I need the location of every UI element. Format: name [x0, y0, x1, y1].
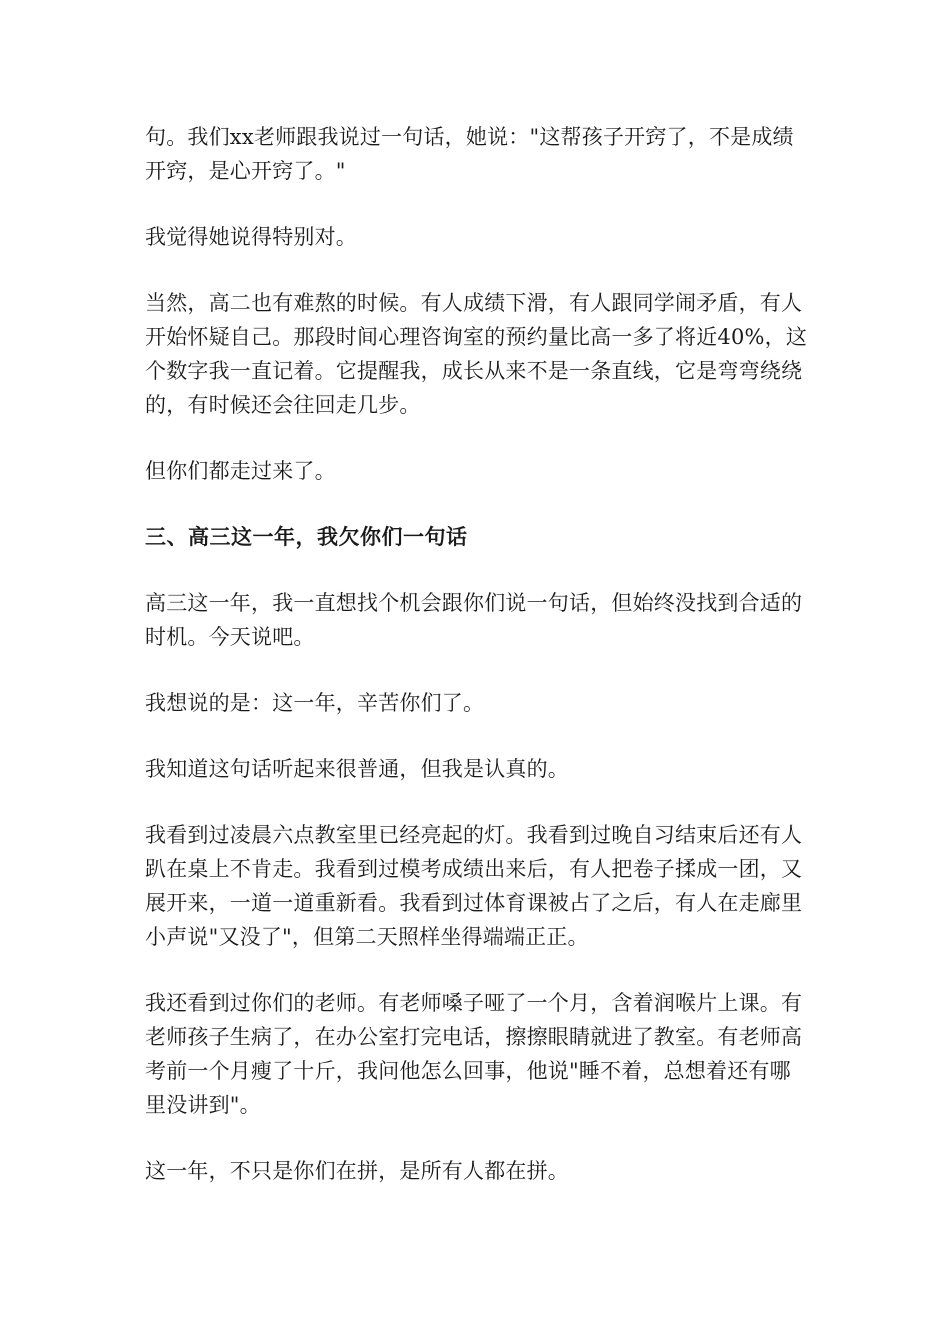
paragraph-sincere: 我知道这句话听起来很普通，但我是认真的。 — [145, 757, 569, 781]
paragraph-agreement: 我觉得她说得特别对。 — [145, 225, 357, 249]
paragraph-grade-three-intro: 高三这一年，我一直想找个机会跟你们说一句话，但始终没找到合适的时机。今天说吧。 — [145, 591, 803, 649]
paragraph-thanks: 我想说的是：这一年，辛苦你们了。 — [145, 691, 485, 715]
paragraph-teachers-effort: 我还看到过你们的老师。有老师嗓子哑了一个月，含着润喉片上课。有老师孩子生病了，在办公室打完电话，擦擦眼睛就进了教室。有老师高考前一个月瘦了十斤，我问他怎么回事，他说"睡不着，总想着还有哪里没讲到"。 — [145, 991, 803, 1117]
paragraph-teacher-quote: 句。我们xx老师跟我说过一句话，她说："这帮孩子开窍了，不是成绩开窍，是心开窍了。" — [145, 125, 794, 183]
document-body — [145, 120, 810, 1220]
paragraph-made-it-through: 但你们都走过来了。 — [145, 459, 336, 483]
section-heading-three: 三、高三这一年，我欠你们一句话 — [145, 525, 468, 549]
paragraph-students-effort: 我看到过凌晨六点教室里已经亮起的灯。我看到过晚自习结束后还有人趴在桌上不肯走。我看到过模考成绩出来后，有人把卷子揉成一团，又展开来，一道一道重新看。我看到过体育课被占了之后，有人在走廊里小声说"又没了"，但第二天照样坐得端端正正。 — [145, 823, 803, 949]
paragraph-grade-two-struggles: 当然，高二也有难熬的时候。有人成绩下滑，有人跟同学闹矛盾，有人开始怀疑自己。那段时间心理咨询室的预约量比高一多了将近40%，这个数字我一直记着。它提醒我，成长从来不是一条直线，它是弯弯绕绕的，有时候还会往回走几步。 — [145, 291, 808, 417]
paragraph-everyone-striving: 这一年，不只是你们在拼，是所有人都在拼。 — [145, 1159, 569, 1183]
